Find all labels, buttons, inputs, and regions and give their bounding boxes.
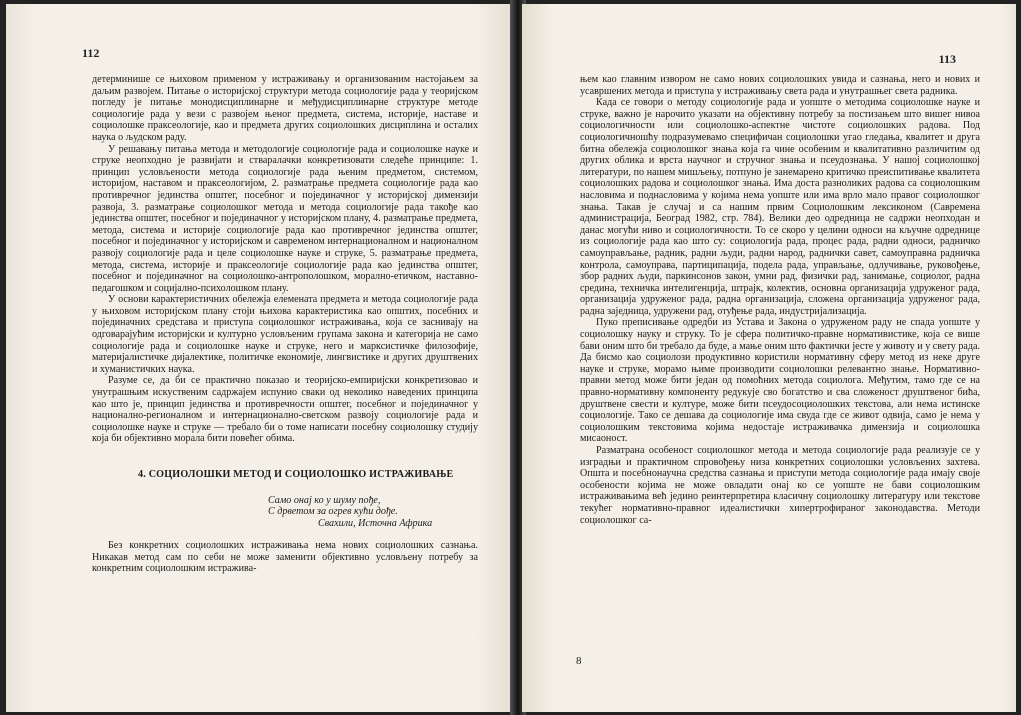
paragraph: Разматрана особеност социолошког метода и метода социологије рада реализује се у изградњи и практичном спровођењу низа конкретних социолошки условљених захтева. Општа и посебнонаучна средства сазнања и приступи метода социологије рада имају своје особености којима не може овладати онај ко се уопште не бави социолошким истраживањима већ једино реинтерпретира класичну социолошку литературу или текстове текућег нормативно-правног идеалистички хипертрофираног законодавства. Методи социолошког са- (580, 445, 980, 526)
paragraph: њем као главним извором не само нових социолошких увида и сазнања, него и нових и усавршених метода и приступа у истраживању света рада и унутрашњег света радника. (580, 74, 980, 97)
page-number: 112 (82, 46, 100, 60)
paragraph: Пуко преписивање одредби из Устава и Закона о удруженом раду не спада уопште у социолошку науку и струку. То је сфера политичко-правне нормативистике, која се више бави оним што би требало да буде, а мање оним што фактички јесте у животу и у свету рада. Да бисмо као социолози продуктивно користили нормативну сферу метод из неке друге науке и струке, морамо њиме производити социолошки релевантно знање. Нормативно-правни метод може бити један од помоћних метода социолога. Међутим, тамо где се на правно-нормативну компоненту редукује сво богатство и сва сложеност друштвеног бића, друштвене свести и културе, може бити псеудосоциолошких текстова, али нема истинске социологије. Тако се дешава да социологије има свуда где се живот одвија, само је нема у социолошким текстовима којима недостаје истраживачка димензија и социолошка мисаоност. (580, 317, 980, 445)
paragraph: Без конкретних социолошких истраживања нема нових социолошких сазнања. Никакав метод сам по себи не може заменити објективно условљену потребу за конкретним социолошким истражива- (92, 539, 478, 575)
page-number: 113 (938, 52, 956, 66)
epigraph (268, 495, 478, 530)
left-page (6, 4, 514, 712)
paragraph: У основи карактеристичних обележја елемената предмета и метода социологије рада у њиховом историјском плану стоји њихова карактеристика као општих, посебних и појединачних средстава и приступа социолошког истраживања, која се заснивају на одговарајућим историјски и културно условљеним групама закона и категорија не само социологије рада и социолошке науке и струке, него и марксистичке филозофије, материјалистичке дијалектике, политичке економије, лингвистике и других друштвених и хуманистичких наука. (92, 294, 478, 375)
paragraph: У решавању питања метода и методологије социологије рада и социолошке науке и струке неопходно је развијати и стваралачки конкретизовати следеће принципе: 1. принцип условљености метода социологије рада њеним предметом, системом, историјом, наставом и праксеологијом, 2. разматрање предмета социологије рада као противречног јединства општег, посебног и појединачног у историјској димензији развоја, 3. разматрање социолошког метода и метода социологије рада такође као јединства општег, посебног и појединачног у историјском плану, 4. разматрање предмета, метода, система и историје социологије рада као противречног јединства општег, посебног и појединачног у историјском и савременом интернационалном и националном развоју социологије рада и целе социолошке науке и струке, 5. разматрање предмета, метода, система, историје и праксеологије социологије рада као јединства општег, посебног и појединачног на социолошко-антрополошком, морално-етичком, наставно-педагошком и социјално-психолошком плану. (92, 143, 478, 294)
section-heading: 4. СОЦИОЛОШКИ МЕТОД И СОЦИОЛОШКО ИСТРАЖИВАЊЕ (138, 469, 454, 480)
right-page (522, 4, 1016, 712)
epigraph-line: Само онај ко у шуму пође, (268, 494, 381, 506)
signature-number: 8 (576, 655, 582, 667)
paragraph: Када се говори о методу социологије рада и уопште о методима социолошке науке и струке, важно је нарочито указати на објективну потребу за постизањем што вишег нивоа социологичности или социолошко-аспектне чистоте социолошких радова. Под социологичношћу подразумевамо специфичан социолошки угао гледања, квалитет и друга битна обележја социолошког знања која га чине особеним и квалитативно различитим од других облика и врста научног и стручног знања и псеудознања. У нашој социолошкој литератури, по нашем мишљењу, потпуно је занемарено критичко преиспитивање квалитета социолошких радова и социолошког знања. Има доста разноликих радова са социолошким насловима и поднасловима у којима нема уопште или има врло мало правог социолошког знања. Такав је случај и са нашим првим Социолошким лексиконом (Савремена администрација, Београд 1982, стр. 784). Велики део одредница не садржи неопходан и данас могући ниво и социологичности. То се скоро у целини односи на кључне одреднице из социологије рада као што су: социологија рада, процес рада, радни односи, радничко самоуправљање, радник, радни људи, радни народ, раднички савет, самоуправна радничка контрола, самоуправа, партиципација, подела рада, управљање, одлучивање, руковођење, збор радних људи, паркинсонов закон, умни рад, физички рад, занимање, социолог, радна средина, техничка интелигенција, штрајк, колектив, основна организација удруженог рада, организација удруженог рада, радна организација, сложена организација удруженог рада, радна заједница, удружени рад, отуђење рада, индустријализација. (580, 97, 980, 317)
paragraph: детерминише се њиховом применом у истраживању и организованим настојањем за даљим развојем. Питање о историјској структури метода социологије рада у теоријском погледу је питање монодисциплинарне и међудисциплинарне структуре методе социологије рада у вези с развојем њеног предмета, система, историје, наставе и социолошке праксеологије, као и предмета других социолошких дисциплина и осталих наука о људском раду. (92, 74, 478, 143)
epigraph-line: С дрветом за огрев кући дође. (268, 506, 398, 518)
paragraph: Разуме се, да би се практично показао и теоријско-емпиријски конкретизовао и унутрашњим искуственим садржајем испунио сваки од неколико наведених принципа као што је, принцип јединства и противречности општег, посебног и појединачног у национално-регионалном и интернационално-светском развоју социологије рада и социолошке науке и струке — требало би о томе написати посебну социолошку студију која би објективно морала бити повећег обима. (92, 375, 478, 445)
epigraph-source: Свахили, Источна Африка (318, 518, 433, 530)
right-page-text (580, 74, 980, 526)
left-page-text (92, 74, 478, 575)
